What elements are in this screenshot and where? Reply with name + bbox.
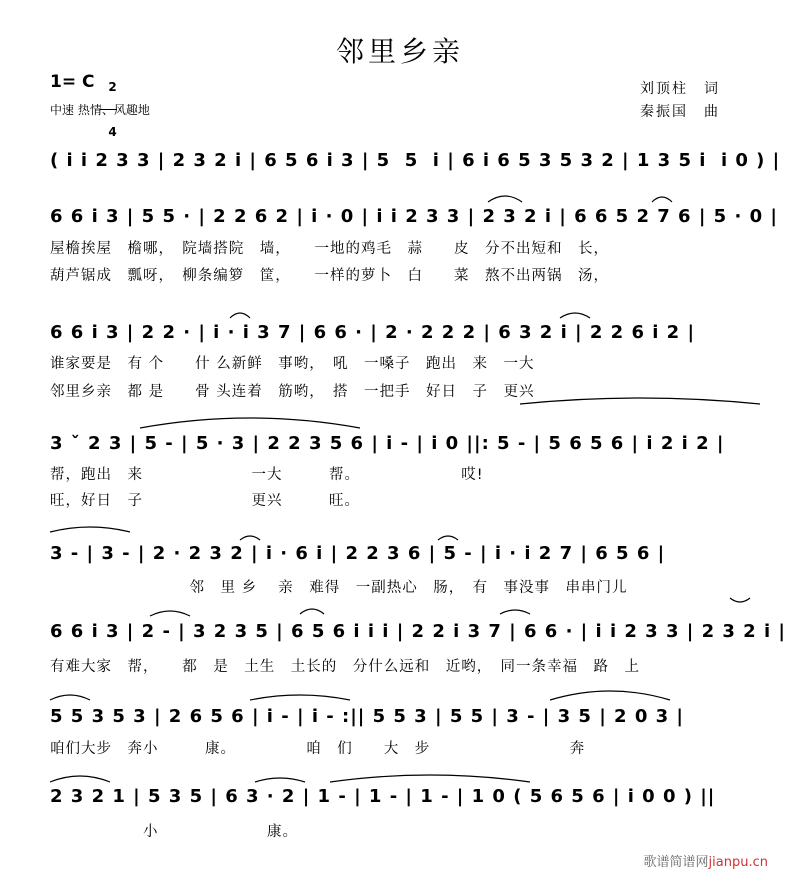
- system-2-notes: 6 6 i 3 | 5 5 · | 2 2 6 2 | i · 0 | i i 2 3 3 | 2 3 2 i | 6 6 5 2 7 6 | 5 · 0 |: [50, 206, 778, 227]
- system-8-lyric-1: 小 康。: [50, 824, 298, 840]
- system-3-lyric-1: 谁家要是 有 个 什 么新鲜 事哟， 吼 一嗓子 跑出 来 一大: [50, 356, 535, 372]
- meter-bottom: 4: [108, 125, 117, 139]
- system-4-notes: 3 ˇ 2 3 | 5 - | 5 · 3 | 2 2 3 5 6 | i - | i 0 ||: 5 - | 5 6 5 6 | i 2 i 2 |: [50, 433, 725, 454]
- system-3-lyric-2: 邻里乡亲 都 是 骨 头连着 筋哟， 搭 一把手 好日 子 更兴: [50, 384, 535, 400]
- system-5-notes: 3 - | 3 - | 2 · 2 3 2 | i · 6 i | 2 2 3 6 | 5 - | i · i 2 7 | 6 5 6 |: [50, 543, 666, 564]
- system-5-lyric-1: 邻 里 乡 亲 难得 一副热心 肠， 有 事没事 串串门儿: [50, 580, 628, 596]
- composer-credit: 秦振国 曲: [640, 104, 720, 120]
- system-4-lyric-2: 旺，好日 子 更兴 旺。: [50, 493, 360, 509]
- song-title: 邻里乡亲: [335, 35, 464, 68]
- system-4-lyric-1: 帮，跑出 来 一大 帮。 哎!: [50, 467, 484, 483]
- system-6-notes: 6 6 i 3 | 2 - | 3 2 3 5 | 6 5 6 i i i | 2 2 i 3 7 | 6 6 · | i i 2 3 3 | 2 3 2 i |: [50, 621, 786, 642]
- system-3-notes: 6 6 i 3 | 2 2 · | i · i 3 7 | 6 6 · | 2 · 2 2 2 | 6 3 2 i | 2 2 6 i 2 |: [50, 322, 696, 343]
- key-signature: 1= C: [50, 72, 95, 92]
- tempo-marking: 中速 热情、风趣地: [50, 103, 150, 117]
- system-8-notes: 2 3 2 1 | 5 3 5 | 6 3 · 2 | 1 - | 1 - | 1 - | 1 0 ( 5 6 5 6 | i 0 0 ) ||: [50, 786, 716, 807]
- site-watermark: [644, 851, 768, 870]
- watermark-domain: jianpu.cn: [708, 855, 768, 870]
- system-7-notes: 5 5 3 5 3 | 2 6 5 6 | i - | i - :|| 5 5 3 | 5 5 | 3 - | 3 5 | 2 0 3 |: [50, 706, 684, 727]
- system-1-notes: ( i i 2 3 3 | 2 3 2 i | 6 5 6 i 3 | 5 5 i | 6 i 6 5 3 5 3 2 | 1 3 5 i i 0 ) |: [50, 150, 781, 171]
- system-6-lyric-1: 有难大家 帮， 都 是 土生 土长的 分什么远和 近哟， 同一条幸福 路 上: [50, 659, 640, 675]
- system-2-lyric-1: 屋檐挨屋 檐哪， 院墙搭院 墙， 一地的鸡毛 蒜 皮 分不出短和 长，: [50, 241, 609, 257]
- lyricist-credit: 刘顶柱 词: [640, 81, 720, 97]
- system-2-lyric-2: 葫芦锯成 瓢呀， 柳条编箩 筐， 一样的萝卜 白 菜 熬不出两锅 汤，: [50, 268, 609, 284]
- watermark-site: 歌谱简谱网: [643, 855, 709, 870]
- meter-top: 2: [108, 80, 117, 94]
- system-7-lyric-1: 咱们大步 奔小 康。 咱 们 大 步 奔: [50, 741, 586, 757]
